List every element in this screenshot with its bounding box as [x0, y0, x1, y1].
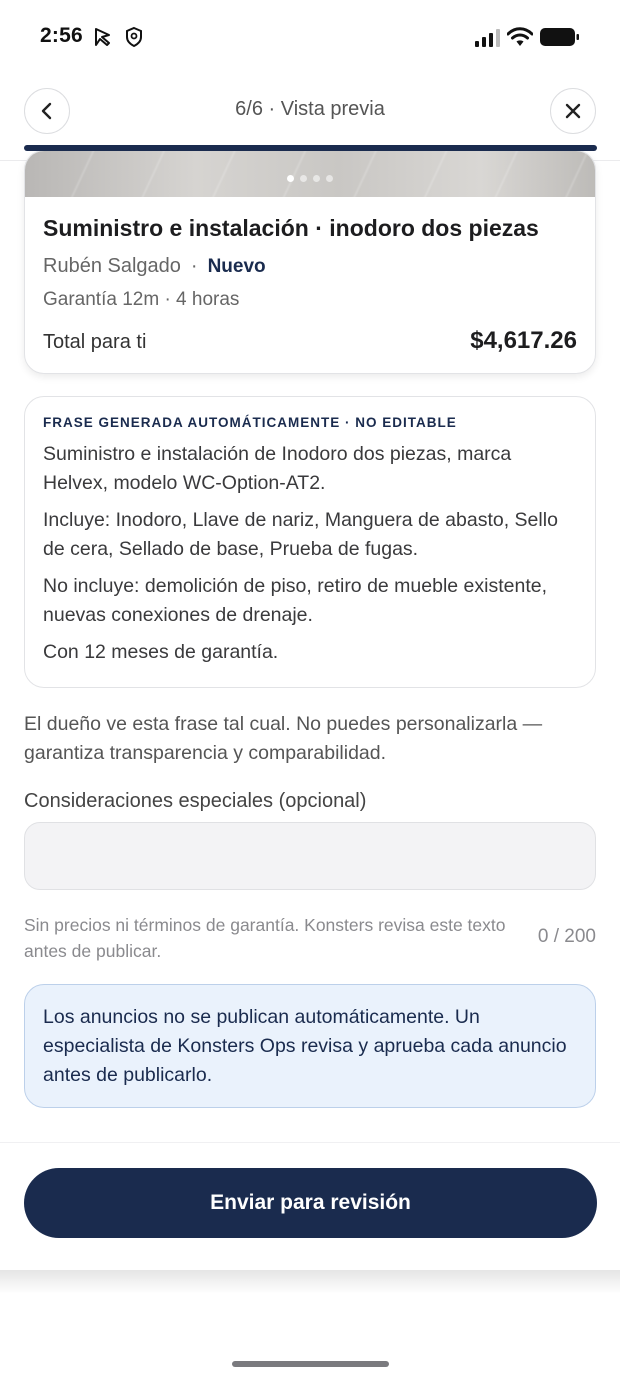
separator: · — [190, 255, 198, 277]
carousel-dot — [326, 175, 333, 182]
considerations-helper: Sin precios ni términos de garantía. Konsters revisa este texto antes de publicar. — [24, 915, 506, 961]
generated-phrase-box — [24, 396, 596, 688]
phrase-paragraph: No incluye: demolición de piso, retiro de mueble existente, nuevas conexiones de drenaje. — [43, 575, 548, 626]
total-label: Total para ti — [43, 331, 147, 353]
back-button[interactable] — [24, 88, 70, 134]
new-badge: Nuevo — [207, 255, 266, 277]
phrase-paragraph: Con 12 meses de garantía. — [43, 641, 279, 663]
carousel-dot — [287, 175, 294, 182]
footer-divider — [0, 1142, 620, 1143]
status-time: 2:56 — [40, 24, 83, 47]
submit-for-review-button[interactable]: Enviar para revisión — [24, 1168, 597, 1238]
total-value: $4,617.26 — [470, 327, 577, 354]
footer-shadow — [0, 1270, 620, 1294]
header — [0, 84, 620, 140]
wifi-icon — [507, 27, 533, 47]
chevron-left-icon — [38, 102, 56, 120]
considerations-label: Consideraciones especiales (opcional) — [24, 790, 367, 812]
listing-preview-card — [24, 150, 596, 374]
phrase-info-text: El dueño ve esta frase tal cual. No puedes personalizarla — garantiza transparencia y comparabilidad. — [24, 713, 543, 764]
listing-provider-row — [43, 255, 266, 278]
phrase-paragraph: Incluye: Inodoro, Llave de nariz, Manguera de abasto, Sello de cera, Sellado de base, Prueba de fugas. — [43, 509, 558, 560]
cellular-signal-icon — [474, 28, 502, 48]
home-indicator[interactable] — [232, 1361, 389, 1367]
listing-image[interactable] — [25, 151, 595, 197]
page-title: 6/6 · Vista previa — [235, 98, 385, 120]
phrase-paragraph: Suministro e instalación de Inodoro dos piezas, marca Helvex, modelo WC-Option-AT2. — [43, 443, 512, 494]
image-carousel-dots — [287, 175, 333, 182]
battery-icon — [540, 27, 580, 47]
progress-bar — [24, 145, 597, 151]
location-arrow-icon — [93, 27, 113, 47]
character-counter: 0 / 200 — [537, 926, 596, 947]
phrase-label: FRASE GENERADA AUTOMÁTICAMENTE · NO EDITABLE — [43, 415, 457, 430]
listing-title: Suministro e instalación · inodoro dos piezas — [43, 215, 539, 241]
listing-warranty: Garantía 12m · 4 horas — [43, 289, 240, 310]
close-button[interactable] — [550, 88, 596, 134]
considerations-input[interactable] — [24, 822, 596, 890]
shield-icon — [124, 26, 144, 48]
status-bar — [0, 0, 620, 76]
carousel-dot — [300, 175, 307, 182]
review-notice: Los anuncios no se publican automáticamente. Un especialista de Konsters Ops revisa y aprueba cada anuncio antes de publicarlo. — [24, 984, 596, 1108]
close-icon — [564, 102, 582, 120]
carousel-dot — [313, 175, 320, 182]
provider-name: Rubén Salgado — [43, 255, 181, 277]
